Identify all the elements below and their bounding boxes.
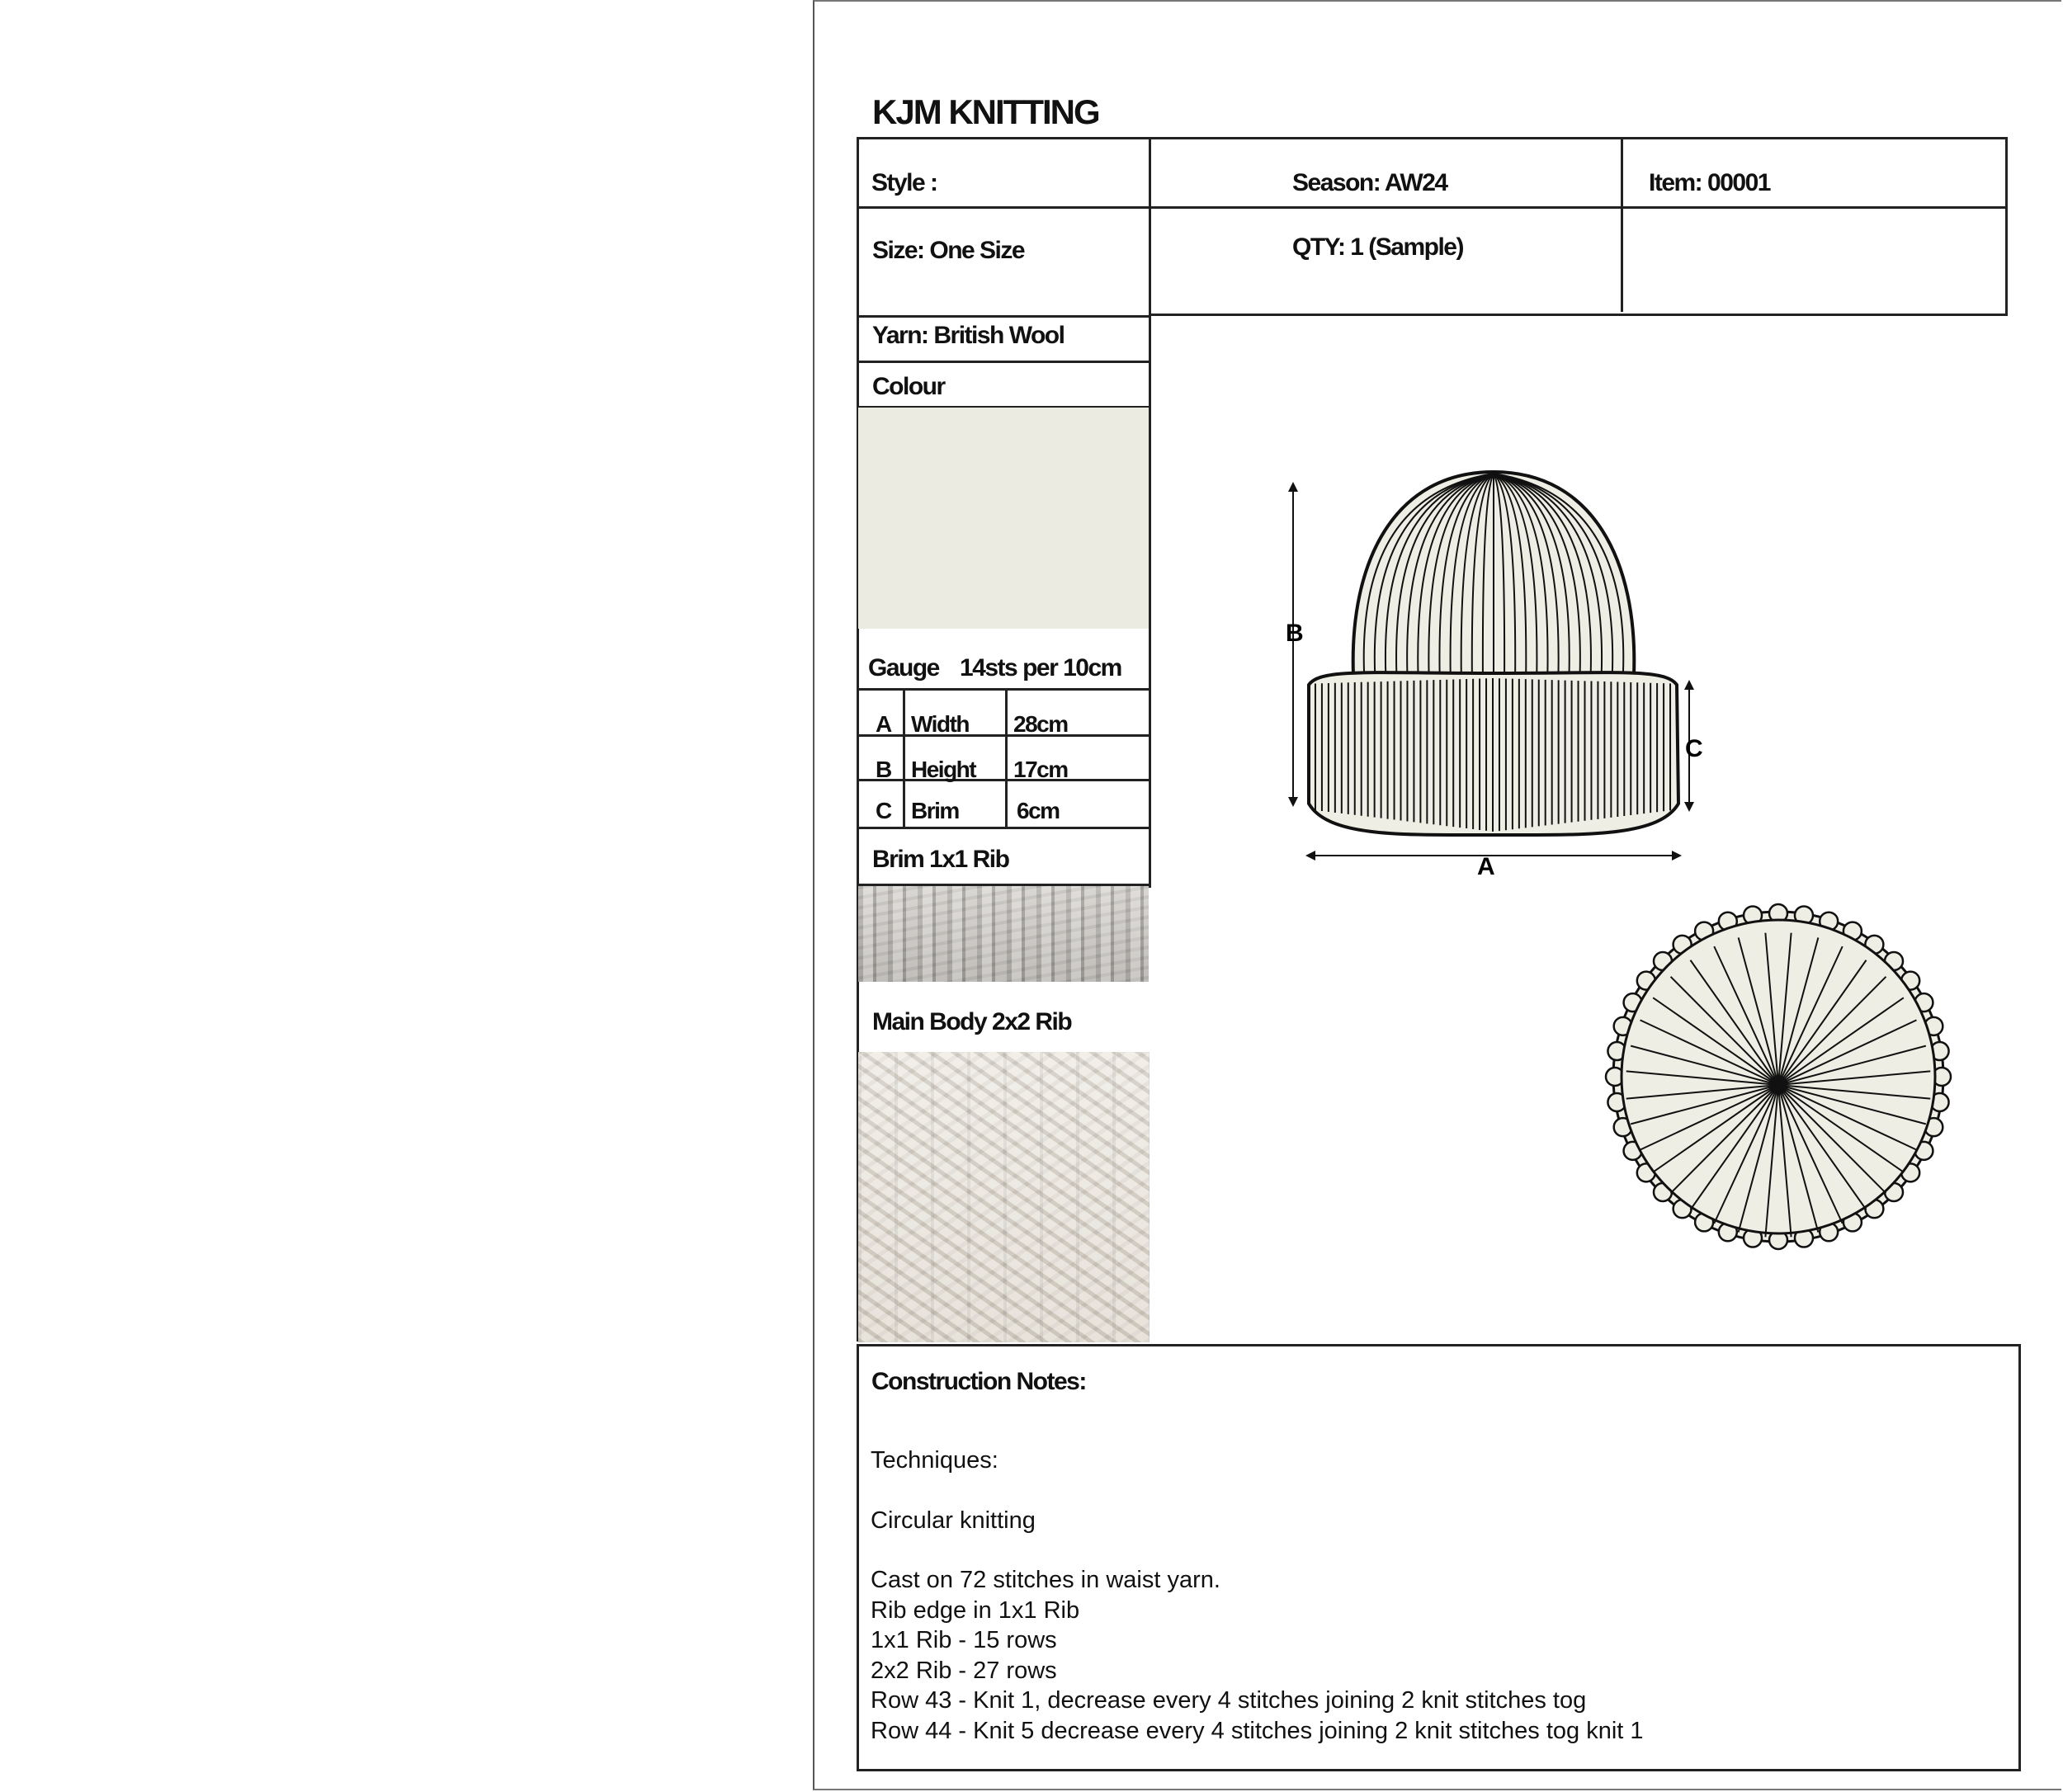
- qty-field: QTY: 1 (Sample): [1292, 233, 1463, 261]
- gauge-bottom-rule: [857, 688, 1150, 691]
- dim-label-a: A: [1477, 853, 1495, 880]
- meas-name-b: Height: [911, 757, 976, 782]
- hat-top-diagram: [1605, 903, 1952, 1250]
- body-rib-texture: [858, 1052, 1150, 1342]
- colour-swatch: [858, 408, 1149, 629]
- construction-steps: [871, 1565, 1644, 1746]
- step-line: 2x2 Rib - 27 rows: [871, 1657, 1057, 1684]
- technique-value: Circular knitting: [871, 1507, 1036, 1534]
- gauge-value: 14sts per 10cm: [960, 654, 1121, 681]
- brim-stitch-label: Brim 1x1 Rib: [872, 846, 1009, 873]
- item-field: Item: 00001: [1649, 169, 1770, 196]
- meas-value-b: 17cm: [1013, 757, 1068, 782]
- meas-name-a: Width: [911, 711, 969, 737]
- dim-label-c: C: [1685, 735, 1703, 762]
- company-title: KJM KNITTING: [872, 92, 1099, 131]
- notes-left-rule: [857, 1344, 859, 1771]
- notes-right-rule: [2018, 1344, 2021, 1771]
- techniques-label: Techniques:: [871, 1447, 998, 1474]
- meas-name-c: Brim: [911, 798, 959, 823]
- meas-col-rule-2: [1005, 690, 1008, 827]
- header-col-rule: [1621, 137, 1623, 312]
- meas-code-c: C: [876, 798, 891, 823]
- dim-label-b: B: [1286, 620, 1304, 647]
- step-line: Row 44 - Knit 5 decrease every 4 stitches joining 2 knit stitches tog knit 1: [871, 1717, 1644, 1744]
- meas-value-a: 28cm: [1013, 711, 1068, 737]
- step-line: Cast on 72 stitches in waist yarn.: [871, 1567, 1220, 1593]
- header-bottom-rule: [1150, 314, 2008, 316]
- style-field: Style :: [871, 169, 937, 196]
- brim-rib-texture: [858, 886, 1149, 982]
- notes-heading: Construction Notes:: [871, 1368, 1086, 1395]
- size-field: Size: One Size: [872, 237, 1025, 264]
- notes-bottom-rule: [857, 1769, 2020, 1771]
- meas-code-b: B: [876, 757, 891, 782]
- meas-code-a: A: [876, 711, 891, 737]
- meas-rule-1: [857, 734, 1150, 737]
- hat-side-diagram: [1271, 462, 1703, 891]
- body-stitch-label: Main Body 2x2 Rib: [872, 1008, 1072, 1035]
- gauge-label: Gauge: [868, 654, 939, 681]
- meas-col-rule-1: [903, 690, 905, 827]
- spec-column-rule: [1149, 137, 1151, 888]
- header-top-rule: [857, 137, 2008, 139]
- meas-rule-2: [857, 779, 1150, 781]
- header-mid-rule: [857, 206, 2008, 209]
- meas-value-c: 6cm: [1017, 798, 1060, 823]
- notes-top-rule: [857, 1344, 2020, 1346]
- step-line: 1x1 Rib - 15 rows: [871, 1627, 1057, 1653]
- yarn-bottom-rule: [857, 361, 1150, 363]
- colour-label: Colour: [872, 373, 945, 400]
- step-line: Row 43 - Knit 1, decrease every 4 stitches joining 2 knit stitches tog: [871, 1687, 1587, 1714]
- step-line: Rib edge in 1x1 Rib: [871, 1596, 1080, 1624]
- season-field: Season: AW24: [1292, 169, 1447, 196]
- meas-rule-3: [857, 827, 1150, 829]
- yarn-top-rule: [857, 315, 1150, 318]
- header-right-rule: [2005, 137, 2008, 315]
- yarn-field: Yarn: British Wool: [872, 322, 1065, 349]
